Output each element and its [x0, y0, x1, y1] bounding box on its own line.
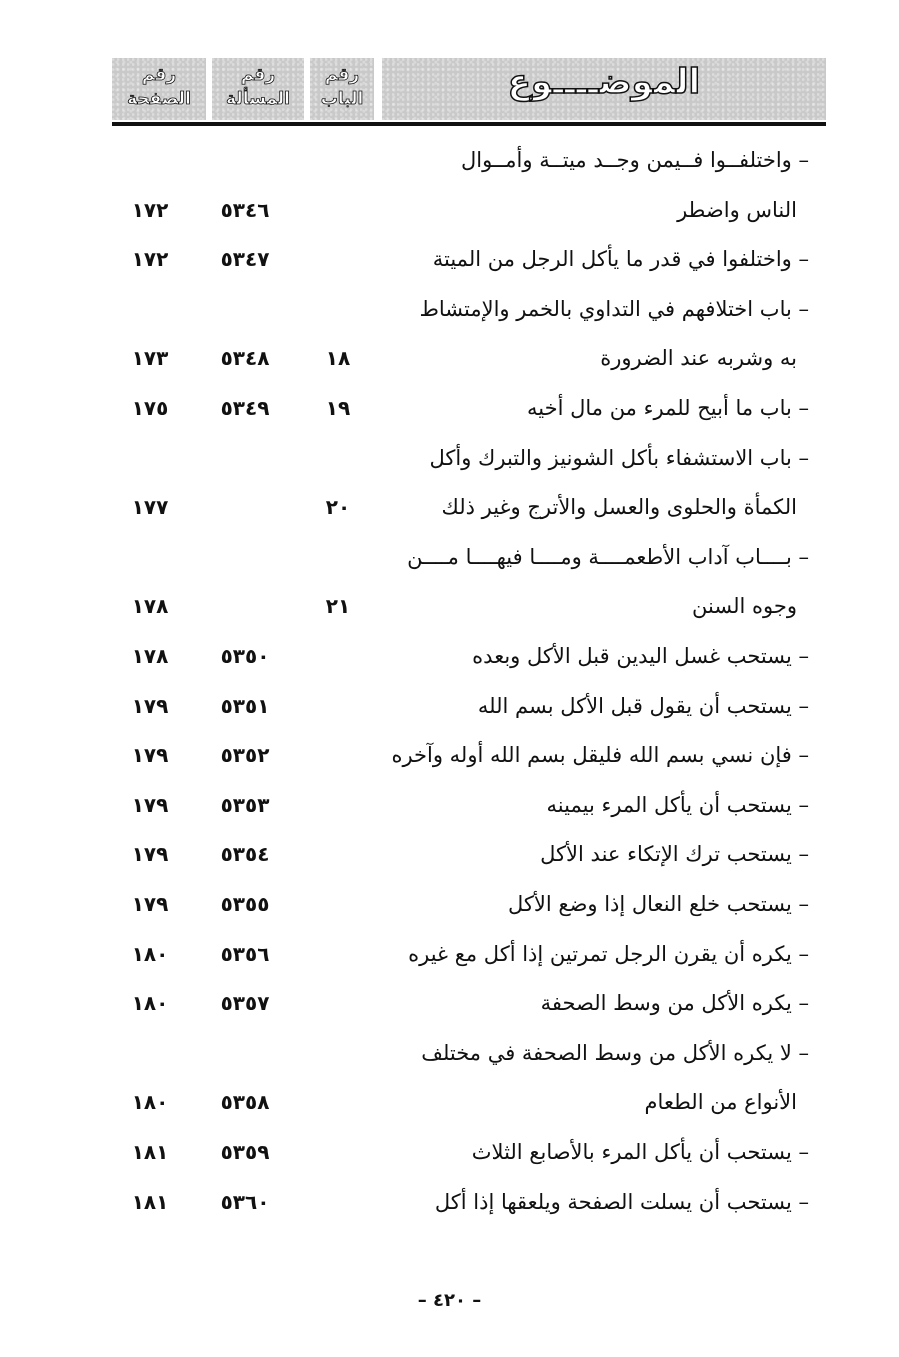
topic-text: – فإن نسي بسم الله فليقل بسم الله أوله وآخره — [391, 743, 809, 768]
topic-text: – يكره أن يقرن الرجل تمرتين إذا أكل مع غيره — [408, 941, 809, 966]
topic-column-header — [382, 58, 826, 120]
page-number-column-header — [112, 58, 206, 120]
page-ref-number: ١٨٠ — [131, 991, 169, 1016]
topic-text: – يستحب أن يأكل المرء بالأصابع الثلاث — [471, 1140, 809, 1164]
topic-text: – باب ما أبيح للمرء من مال أخيه — [527, 396, 809, 420]
page-ref-number: ١٧٢ — [131, 197, 169, 222]
index-table-header — [112, 58, 826, 128]
page-ref-number: ١٧٥ — [131, 396, 169, 420]
chapter-number — [310, 884, 366, 924]
table-row — [0, 686, 899, 726]
issue-number: ٥٣٥٧ — [220, 991, 270, 1016]
chapter-number — [310, 1082, 366, 1122]
topic-text: الناس واضطر — [677, 197, 797, 222]
chapter-number — [310, 934, 366, 974]
issue-number: ٥٣٥٤ — [220, 842, 270, 867]
chapter-number — [310, 1033, 366, 1073]
issue-number: ٥٣٤٧ — [220, 247, 270, 272]
chapter-number — [310, 785, 366, 825]
issue-number: ٥٣٤٦ — [220, 197, 270, 222]
table-row — [0, 785, 899, 825]
topic-text: به وشربه عند الضرورة — [600, 346, 797, 371]
chapter-number — [310, 239, 366, 279]
table-row — [0, 834, 899, 874]
chapter-number — [310, 983, 366, 1023]
chapter-number — [310, 636, 366, 676]
topic-text: – يستحب خلع النعال إذا وضع الأكل — [508, 892, 809, 916]
table-row — [0, 388, 899, 428]
table-row — [0, 1132, 899, 1172]
page-number: – ٤٢٠ – — [417, 1290, 482, 1311]
topic-text: – واختلفوا في قدر ما يأكل الرجل من الميتة — [432, 247, 809, 272]
page-ref-number — [115, 289, 185, 329]
chapter-header-label-line2: الباب — [320, 89, 364, 109]
page-ref-number: ١٧٩ — [131, 892, 169, 916]
table-row — [0, 487, 899, 527]
page-ref-number: ١٧٨ — [131, 594, 169, 619]
issue-number — [205, 537, 285, 577]
topic-text: – باب اختلافهم في التداوي بالخمر والإمتشاط — [419, 296, 809, 321]
page-ref-number: ١٨٠ — [131, 1090, 169, 1115]
page-ref-number — [115, 438, 185, 478]
page-header-label-line2: الصفحة — [127, 89, 191, 109]
page-ref-number: ١٧٩ — [131, 792, 169, 817]
table-row — [0, 934, 899, 974]
issue-number: ٥٣٥٨ — [220, 1090, 270, 1115]
page-ref-number: ١٧٢ — [131, 247, 169, 272]
issue-number — [205, 140, 285, 180]
topic-text: وجوه السنن — [692, 594, 797, 619]
page-ref-number: ١٧٩ — [131, 693, 169, 718]
issue-number-column-header — [212, 58, 304, 120]
chapter-number — [310, 537, 366, 577]
issue-header-label-line1: رقم — [240, 65, 276, 85]
issue-number: ٥٣٥٣ — [220, 792, 270, 817]
issue-number: ٥٣٦٠ — [220, 1189, 270, 1214]
table-row — [0, 338, 899, 378]
topic-text: – لا يكره الأكل من وسط الصحفة في مختلف — [421, 1040, 809, 1065]
table-row — [0, 289, 899, 329]
chapter-number — [310, 686, 366, 726]
issue-number: ٥٣٥٢ — [220, 743, 270, 768]
table-row — [0, 140, 899, 180]
page-ref-number: ١٧٨ — [131, 644, 169, 668]
table-row — [0, 1033, 899, 1073]
topic-text: – باب الاستشفاء بأكل الشونيز والتبرك وأكل — [429, 445, 809, 470]
topic-text: – يكره الأكل من وسط الصحفة — [540, 991, 809, 1016]
table-row — [0, 983, 899, 1023]
table-row — [0, 586, 899, 626]
issue-number: ٥٣٥٥ — [220, 892, 270, 916]
topic-text: – يستحب أن يأكل المرء بيمينه — [546, 792, 809, 817]
table-row — [0, 239, 899, 279]
chapter-number: ١٨ — [325, 346, 351, 371]
topic-text: الكمأة والحلوى والعسل والأترج وغير ذلك — [441, 495, 797, 520]
issue-number: ٥٣٥٦ — [220, 941, 270, 966]
page-ref-number: ١٧٩ — [131, 743, 169, 768]
issue-header-label-line2: المسألة — [226, 89, 290, 109]
topic-text: الأنواع من الطعام — [644, 1090, 797, 1115]
table-row — [0, 190, 899, 230]
issue-number — [205, 1033, 285, 1073]
page-ref-number — [115, 140, 185, 180]
issue-number: ٥٣٥٩ — [220, 1140, 270, 1164]
table-row — [0, 438, 899, 478]
page-ref-number: ١٧٧ — [131, 495, 169, 520]
table-row — [0, 1182, 899, 1222]
page-ref-number — [115, 537, 185, 577]
chapter-number: ٢١ — [325, 594, 351, 619]
table-row — [0, 735, 899, 775]
table-row — [0, 537, 899, 577]
page-ref-number: ١٨٠ — [131, 941, 169, 966]
chapter-number — [310, 190, 366, 230]
chapter-number — [310, 289, 366, 329]
issue-number: ٥٣٥١ — [220, 693, 270, 718]
topic-text: – واختلفــوا فــيمن وجــد ميتــة وأمــوال — [461, 148, 809, 172]
page-ref-number: ١٧٣ — [131, 346, 169, 371]
issue-number — [205, 487, 285, 527]
page-ref-number: ١٨١ — [131, 1189, 169, 1214]
issue-number — [205, 438, 285, 478]
issue-number: ٥٣٥٠ — [220, 644, 270, 668]
chapter-number-column-header — [310, 58, 374, 120]
topic-text: – يستحب غسل اليدين قبل الأكل وبعده — [472, 644, 809, 668]
chapter-header-label-line1: رقم — [324, 65, 360, 85]
issue-number — [205, 289, 285, 329]
topic-header-label: الموضــــوع — [507, 62, 701, 102]
issue-number: ٥٣٤٨ — [220, 346, 270, 371]
page-ref-number — [115, 1033, 185, 1073]
chapter-number — [310, 834, 366, 874]
topic-text: – يستحب أن يقول قبل الأكل بسم الله — [477, 693, 809, 718]
table-row — [0, 1082, 899, 1122]
page-ref-number: ١٨١ — [131, 1140, 169, 1164]
page-ref-number: ١٧٩ — [131, 842, 169, 867]
chapter-number — [310, 140, 366, 180]
chapter-number: ٢٠ — [325, 495, 351, 520]
chapter-number — [310, 735, 366, 775]
table-row — [0, 884, 899, 924]
topic-text: – يستحب ترك الإتكاء عند الأكل — [540, 842, 809, 867]
issue-number: ٥٣٤٩ — [220, 396, 270, 420]
chapter-number — [310, 1132, 366, 1172]
chapter-number — [310, 1182, 366, 1222]
topic-text: – بــــاب آداب الأطعمــــة ومــــا فيهــــا مــــن — [407, 544, 809, 569]
issue-number — [205, 586, 285, 626]
page-header-label-line1: رقم — [141, 65, 177, 85]
chapter-number — [310, 438, 366, 478]
table-row — [0, 636, 899, 676]
chapter-number: ١٩ — [325, 396, 351, 420]
topic-text: – يستحب أن يسلت الصفحة ويلعقها إذا أكل — [434, 1189, 809, 1214]
header-divider-rule — [112, 122, 826, 126]
